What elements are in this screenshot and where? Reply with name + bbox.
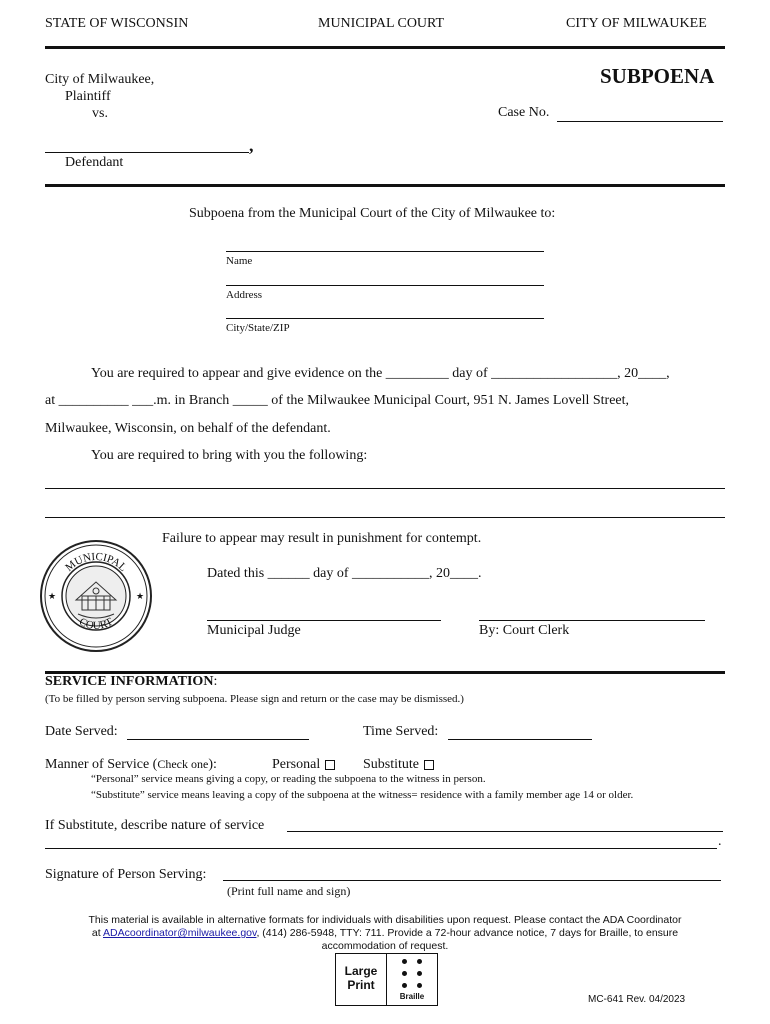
header-court: MUNICIPAL COURT: [318, 16, 445, 31]
clerk-label: By: Court Clerk: [479, 623, 570, 638]
large-print-icon: [336, 964, 386, 992]
caption-divider: [45, 184, 725, 187]
braille-dot: [402, 959, 407, 964]
appear-line: You are required to appear and give evidence on the _________ day of __________________, 20____,: [91, 366, 670, 381]
braille-label: Braille: [399, 992, 425, 1001]
personal-option[interactable]: [272, 757, 335, 773]
header-city: CITY OF MILWAUKEE: [566, 16, 707, 31]
if-substitute-label: If Substitute, describe nature of service: [45, 818, 265, 833]
signature-label: Signature of Person Serving:: [45, 867, 207, 882]
recipient-name-label: Name: [226, 255, 253, 267]
personal-label: Personal: [272, 757, 321, 772]
service-heading-colon: :: [213, 674, 218, 689]
clerk-signature-field[interactable]: [479, 620, 705, 621]
manner-check-one: Check one: [157, 757, 209, 771]
substitute-label: Substitute: [363, 757, 420, 772]
substitute-nature-field-2[interactable]: [45, 848, 717, 849]
manner-label: [45, 757, 217, 773]
failure-warning: Failure to appear may result in punishment for contempt.: [162, 531, 482, 546]
large-print-word2: Print: [347, 978, 375, 992]
page-title: SUBPOENA: [600, 64, 715, 88]
braille-dot: [417, 971, 422, 976]
time-served-label: Time Served:: [363, 724, 439, 739]
personal-description: “Personal” service means giving a copy, or reading the subpoena to the witness in person.: [91, 773, 486, 785]
court-seal: [38, 538, 154, 654]
svg-text:★: ★: [48, 591, 57, 601]
bring-field-2[interactable]: [45, 517, 725, 518]
service-heading: [45, 674, 217, 690]
manner-label-end: ):: [208, 757, 217, 772]
recipient-address-field[interactable]: [226, 285, 544, 286]
recipient-city-field[interactable]: [226, 318, 544, 319]
server-signature-field[interactable]: [223, 880, 721, 881]
ada-text-pre: at: [91, 927, 104, 939]
bring-line: You are required to bring with you the following:: [91, 448, 368, 463]
plaintiff-name: City of Milwaukee,: [45, 72, 155, 87]
case-no-field[interactable]: [557, 121, 723, 122]
time-served-field[interactable]: [448, 739, 592, 740]
braille-dot: [402, 983, 407, 988]
date-served-label: Date Served:: [45, 724, 118, 739]
seal-top-text: MUNICIPAL: [63, 550, 129, 574]
seal-bottom-text: COURT: [77, 615, 115, 632]
braille-dot: [417, 959, 422, 964]
personal-checkbox[interactable]: [325, 760, 335, 770]
braille-icon: [387, 954, 437, 1005]
service-note: (To be filled by person serving subpoena. Please sign and return or the case may be dismissed.): [45, 693, 464, 705]
substitute-checkbox[interactable]: [424, 760, 434, 770]
defendant-comma: ,: [249, 135, 254, 155]
recipient-address-label: Address: [226, 289, 263, 301]
ada-notice: [0, 914, 770, 953]
judge-label: Municipal Judge: [207, 623, 301, 638]
service-heading-text: SERVICE INFORMATION: [45, 674, 214, 689]
large-print-word1: Large: [344, 964, 378, 978]
ada-text-line3: accommodation of request.: [321, 940, 449, 952]
ada-email-link[interactable]: ADAcoordinator@milwaukee.gov: [103, 927, 257, 939]
judge-signature-field[interactable]: [207, 620, 441, 621]
print-name-note: (Print full name and sign): [227, 884, 351, 898]
form-number: MC-641 Rev. 04/2023: [588, 994, 686, 1005]
recipient-name-field[interactable]: [226, 251, 544, 252]
time-branch-line: at __________ ___.m. in Branch _____ of the Milwaukee Municipal Court, 951 N. James Lovell Street,: [45, 393, 630, 408]
behalf-line: Milwaukee, Wisconsin, on behalf of the defendant.: [45, 421, 331, 436]
defendant-name-field[interactable]: [45, 152, 249, 153]
substitute-description: “Substitute” service means leaving a copy of the subpoena at the witness= residence with a family member age 14 or older.: [91, 789, 634, 801]
date-served-field[interactable]: [127, 739, 309, 740]
ada-text-post: , (414) 286-5948, TTY: 711. Provide a 72-hour advance notice, 7 days for Braille, to ensure: [256, 927, 679, 939]
header-divider: [45, 46, 725, 49]
svg-text:★: ★: [136, 591, 145, 601]
subpoena-intro: Subpoena from the Municipal Court of the City of Milwaukee to:: [189, 206, 556, 221]
manner-label-start: Manner of Service (: [45, 757, 158, 772]
recipient-city-label: City/State/ZIP: [226, 322, 290, 334]
case-no-label: Case No.: [498, 105, 550, 120]
substitute-nature-field-1[interactable]: [287, 831, 723, 832]
vs-label: vs.: [92, 106, 108, 121]
ada-text-line1: This material is available in alternative formats for individuals with disabilities upon request. Please contact the ADA Coordinator: [88, 914, 682, 926]
bring-field-1[interactable]: [45, 488, 725, 489]
braille-dot: [417, 983, 422, 988]
header-state: STATE OF WISCONSIN: [45, 16, 189, 31]
ada-text-line2: [0, 927, 770, 940]
braille-dot: [402, 971, 407, 976]
dated-line: Dated this ______ day of ___________, 20____.: [207, 566, 482, 581]
substitute-period: .: [718, 834, 722, 849]
substitute-option[interactable]: [363, 757, 434, 773]
accessibility-icons: [335, 953, 438, 1006]
defendant-label: Defendant: [65, 155, 124, 170]
plaintiff-label: Plaintiff: [65, 89, 111, 104]
